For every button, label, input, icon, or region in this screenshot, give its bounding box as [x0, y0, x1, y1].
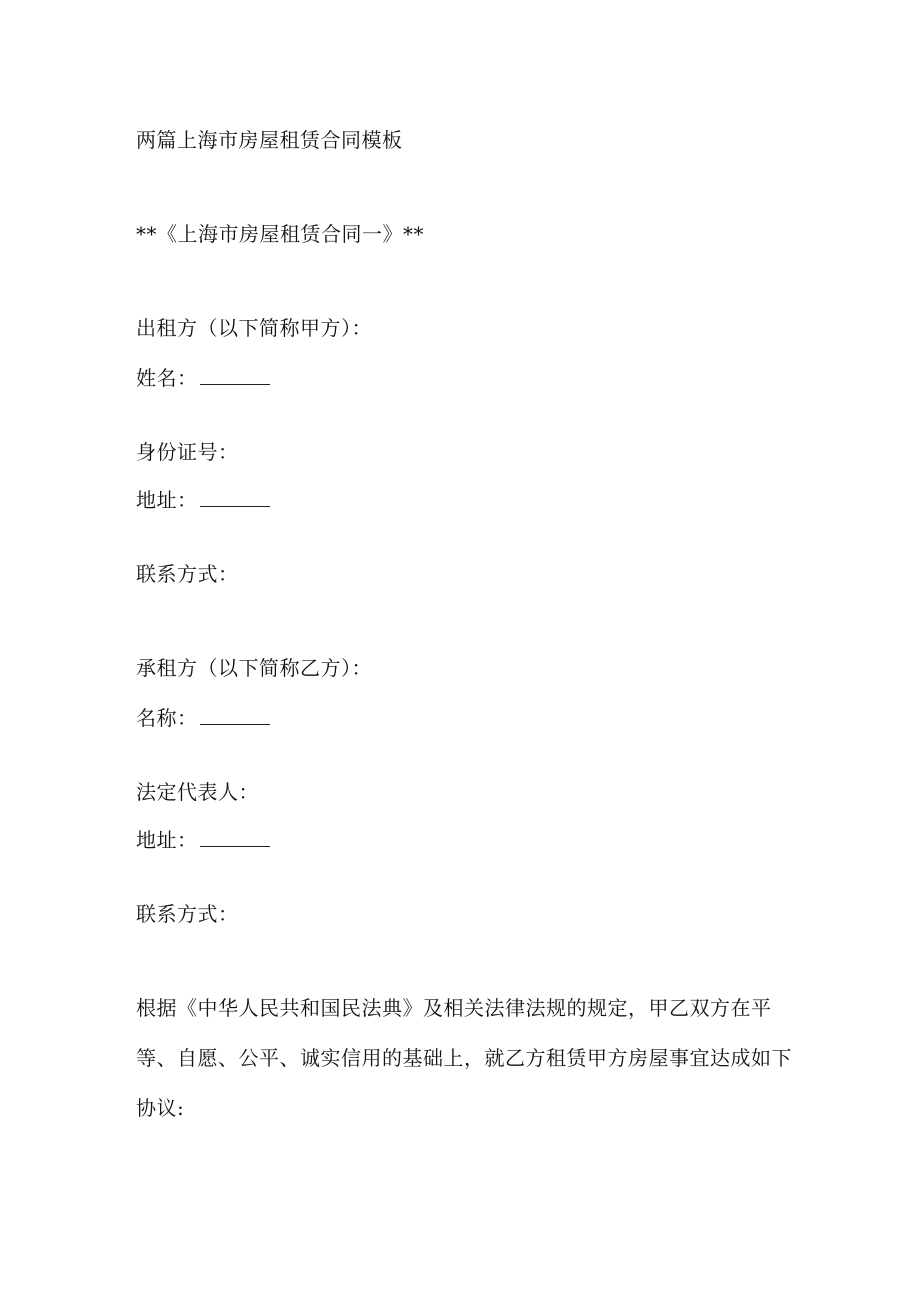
contract-heading: **《上海市房屋租赁合同一》** — [136, 222, 424, 246]
lessee-contact-label: 联系方式： — [136, 902, 239, 926]
lessee-legal-rep-label: 法定代表人： — [136, 780, 259, 804]
lessor-name-row — [136, 366, 270, 390]
lessee-name-row — [136, 706, 270, 730]
lessee-section-label: 承租方（以下简称乙方）： — [136, 656, 372, 680]
lessor-name-blank — [200, 366, 270, 385]
preamble-line: 等、自愿、公平、诚实信用的基础上，就乙方租赁甲方房屋事宜达成如下 — [136, 1046, 792, 1070]
lessor-name-label: 姓名： — [136, 366, 198, 390]
lessor-id-label: 身份证号： — [136, 440, 239, 464]
lessor-section-label: 出租方（以下简称甲方）： — [136, 316, 372, 340]
lessor-address-row — [136, 488, 270, 512]
lessee-name-label: 名称： — [136, 706, 198, 730]
preamble-line: 协议: — [136, 1096, 185, 1120]
document-title: 两篇上海市房屋租赁合同模板 — [136, 128, 403, 152]
lessor-address-label: 地址： — [136, 488, 198, 512]
lessor-contact-label: 联系方式： — [136, 562, 239, 586]
preamble-paragraph — [136, 996, 792, 1146]
lessee-name-blank — [200, 706, 270, 725]
lessee-address-row — [136, 828, 270, 852]
lessor-address-blank — [200, 488, 270, 507]
lessee-address-label: 地址： — [136, 828, 198, 852]
lessee-address-blank — [200, 828, 270, 847]
preamble-line: 根据《中华人民共和国民法典》及相关法律法规的规定，甲乙双方在平 — [136, 996, 772, 1020]
